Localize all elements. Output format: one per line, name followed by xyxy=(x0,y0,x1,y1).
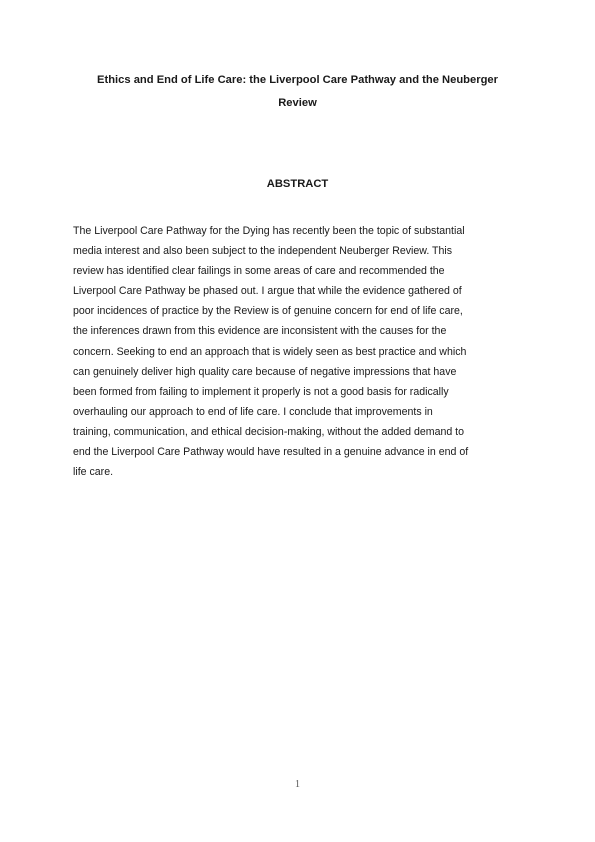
abstract-line: concern. Seeking to end an approach that is widely seen as best practice and which xyxy=(73,345,467,358)
paper-title-line: Review xyxy=(278,97,317,109)
paper-title xyxy=(60,69,535,115)
abstract-line: poor incidences of practice by the Review is of genuine concern for end of life care, xyxy=(73,305,463,318)
paper-title-line: Ethics and End of Life Care: the Liverpool Care Pathway and the Neuberger xyxy=(97,74,498,86)
abstract-body xyxy=(73,221,531,482)
abstract-line: training, communication, and ethical decision-making, without the added demand to xyxy=(73,425,465,438)
abstract-line: The Liverpool Care Pathway for the Dying has recently been the topic of substantial xyxy=(73,225,465,237)
abstract-line: media interest and also been subject to the independent Neuberger Review. This xyxy=(73,245,453,258)
abstract-line: life care. xyxy=(73,466,114,479)
abstract-line: overhauling our approach to end of life care. I conclude that improvements in xyxy=(73,405,433,418)
abstract-line: end the Liverpool Care Pathway would have resulted in a genuine advance in end of xyxy=(73,446,469,459)
abstract-line: can genuinely deliver high quality care because of negative impressions that have xyxy=(73,365,457,378)
page-number: 1 xyxy=(295,779,300,790)
abstract-line: review has identified clear failings in some areas of care and recommended the xyxy=(73,265,445,278)
abstract-heading: ABSTRACT xyxy=(266,178,329,190)
abstract-line: the inferences drawn from this evidence are inconsistent with the causes for the xyxy=(73,325,447,338)
abstract-line: been formed from failing to implement it properly is not a good basis for radically xyxy=(73,385,449,398)
abstract-line: Liverpool Care Pathway be phased out. I argue that while the evidence gathered of xyxy=(73,285,462,298)
